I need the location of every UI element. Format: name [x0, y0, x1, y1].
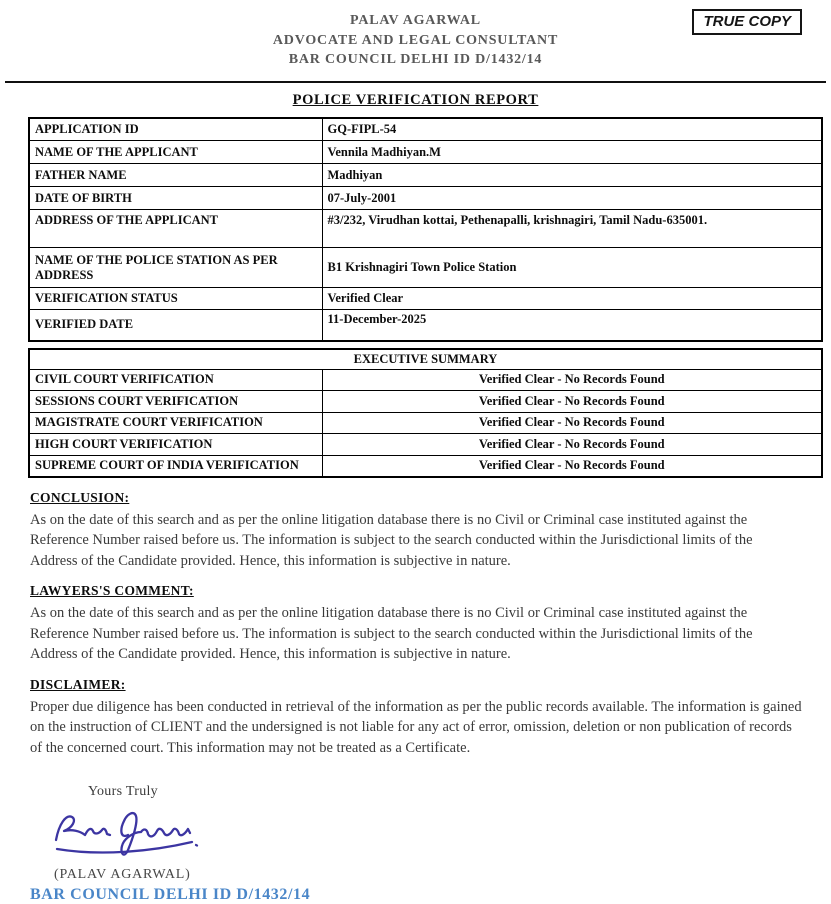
advocate-role: ADVOCATE AND LEGAL CONSULTANT [272, 32, 559, 48]
table-row [29, 164, 822, 187]
detail-value: 07-July-2001 [322, 187, 822, 210]
summary-value: Verified Clear - No Records Found [322, 455, 822, 477]
detail-value: #3/232, Virudhan kottai, Pethenapalli, krishnagiri, Tamil Nadu-635001. [322, 210, 822, 248]
detail-label: NAME OF THE POLICE STATION AS PER ADDRESS [29, 248, 322, 288]
table-row [29, 391, 822, 413]
conclusion-body: As on the date of this search and as per the online litigation database there is no Civil or Criminal case instituted against the Reference Number raised before us. The information is subject to the search conducted within the Jurisdictional limits of the Address of the Candidate provided. Hence, this information is subjective in nature. [30, 511, 753, 569]
page-title: POLICE VERIFICATION REPORT [292, 91, 539, 108]
detail-label: VERIFICATION STATUS [29, 288, 322, 310]
detail-value: Madhiyan [322, 164, 822, 187]
closing-text: Yours Truly [88, 784, 158, 799]
table-row [29, 434, 822, 456]
detail-label: ADDRESS OF THE APPLICANT [29, 210, 322, 248]
signatory-name: (PALAV AGARWAL) [54, 867, 191, 882]
summary-label: SUPREME COURT OF INDIA VERIFICATION [29, 455, 322, 477]
disclaimer-heading: DISCLAIMER: [30, 676, 126, 692]
true-copy-stamp: TRUE COPY [692, 9, 802, 35]
summary-label: SESSIONS COURT VERIFICATION [29, 391, 322, 413]
lawyers-comment-section [30, 583, 801, 665]
summary-label: MAGISTRATE COURT VERIFICATION [29, 412, 322, 434]
detail-value: Verified Clear [322, 288, 822, 310]
summary-value: Verified Clear - No Records Found [322, 434, 822, 456]
detail-label: FATHER NAME [29, 164, 322, 187]
table-row [29, 349, 822, 370]
summary-label: HIGH COURT VERIFICATION [29, 434, 322, 456]
table-row [29, 455, 822, 477]
table-row [29, 118, 822, 141]
lawyers-comment-heading: LAWYERS'S COMMENT: [30, 583, 194, 598]
table-row [29, 248, 822, 288]
advocate-bar-id: BAR COUNCIL DELHI ID D/1432/14 [288, 52, 543, 67]
detail-value: GQ-FIPL-54 [322, 118, 822, 141]
disclaimer-section [30, 677, 801, 759]
executive-summary-title: EXECUTIVE SUMMARY [29, 349, 822, 370]
summary-value: Verified Clear - No Records Found [322, 412, 822, 434]
table-row [29, 310, 822, 341]
summary-label: CIVIL COURT VERIFICATION [29, 369, 322, 391]
summary-value: Verified Clear - No Records Found [322, 391, 822, 413]
detail-label: VERIFIED DATE [29, 310, 322, 341]
detail-label: DATE OF BIRTH [29, 187, 322, 210]
detail-value: B1 Krishnagiri Town Police Station [322, 248, 822, 288]
disclaimer-body: Proper due diligence has been conducted in retrieval of the information as per the public records available. The information is gained on the instruction of CLIENT and the undersigned is not liable for any act of error, omission, deletion or non publication of records of the concerned court. This information may not be treated as a Certificate. [30, 698, 802, 756]
signature-image [44, 804, 831, 865]
summary-value: Verified Clear - No Records Found [322, 369, 822, 391]
lawyers-comment-body: As on the date of this search and as per the online litigation database there is no Civil or Criminal case instituted against the Reference Number raised before us. The information is subject to the search conducted within the Jurisdictional limits of the Address of the Candidate provided. Hence, this information is subjective in nature. [30, 605, 753, 662]
table-row [29, 210, 822, 248]
conclusion-heading: CONCLUSION: [30, 489, 130, 505]
conclusion-section [30, 490, 801, 572]
detail-value: 11-December-2025 [322, 310, 822, 341]
table-row [29, 288, 822, 310]
detail-label: APPLICATION ID [29, 118, 322, 141]
table-row [29, 412, 822, 434]
detail-value: Vennila Madhiyan.M [322, 141, 822, 164]
header-divider [5, 81, 826, 83]
advocate-name: PALAV AGARWAL [350, 13, 481, 28]
bar-council-id: BAR COUNCIL DELHI ID D/1432/14 [30, 886, 311, 903]
table-row [29, 369, 822, 391]
detail-label: NAME OF THE APPLICANT [29, 141, 322, 164]
table-row [29, 187, 822, 210]
applicant-details-table [28, 117, 823, 342]
handwritten-signature-icon [44, 804, 214, 860]
table-row [29, 141, 822, 164]
executive-summary-table [28, 348, 823, 478]
